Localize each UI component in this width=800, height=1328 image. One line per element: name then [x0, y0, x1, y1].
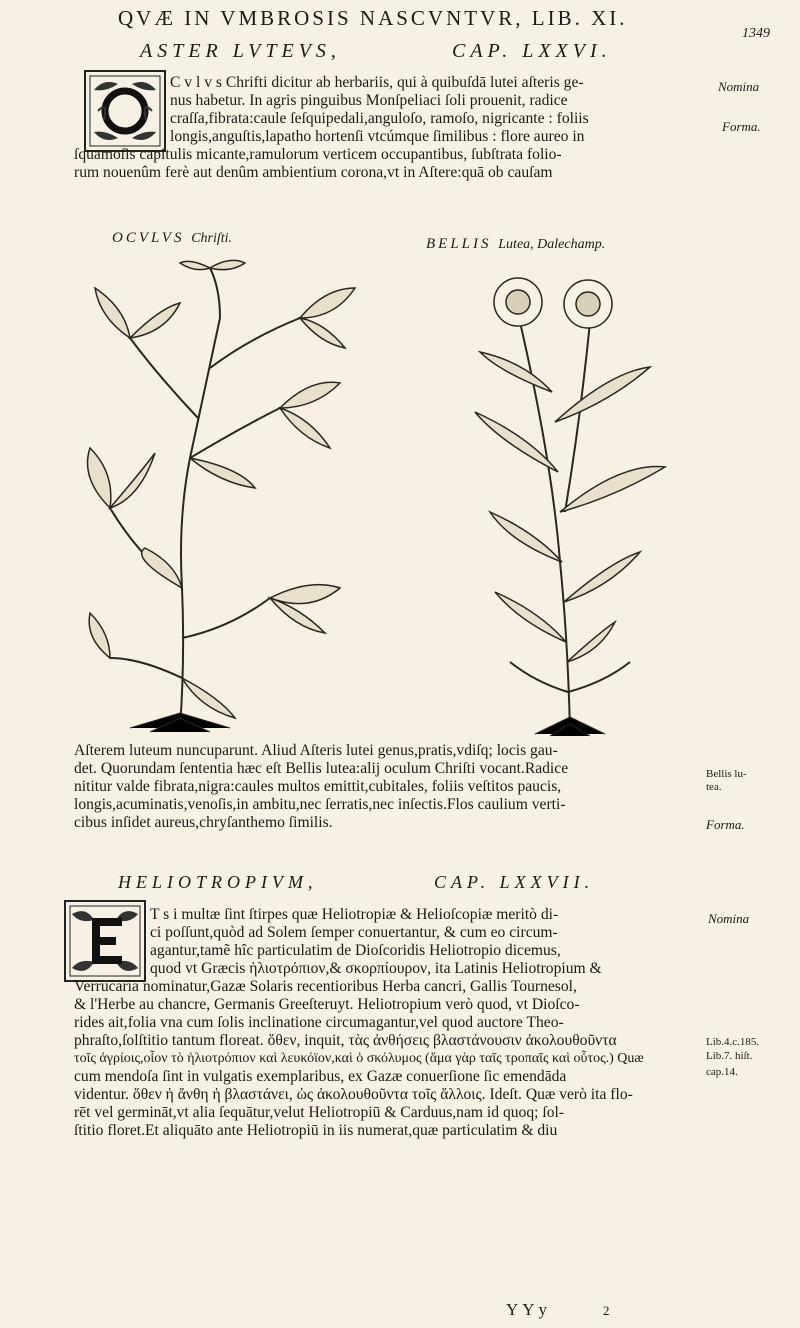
figure-caption-right — [426, 236, 605, 253]
margin-note-bellis: Bellis lu- tea. — [706, 768, 747, 793]
text-line: longis,anguſtis,lapatho hortenſi vtcúmque ſimilibus : flore aureo in — [170, 128, 585, 145]
text-line: Aſterem luteum nuncuparunt. Aliud Aſteris lutei genus,pratis,vdiſq; locis gau- — [74, 742, 558, 759]
margin-ref-1: Lib.4.c.185. — [706, 1036, 760, 1048]
text-line: ſquamoſis capitulis micante,ramulorum verticem occupantibus, ſubſtrata folio- — [74, 146, 562, 163]
margin-note-forma: Forma. — [722, 119, 761, 134]
ornamental-initial-o — [84, 70, 166, 152]
text-line: phraſto,ſolſtitio tantum floreat. ὅθεν, inquit, τὰς ἀνθήσεις βλαστάνουσιν ἀκολουθοῦντα — [74, 1032, 617, 1049]
text-line: cum mendoſa ſint in vulgatis exemplaribus, ex Gazæ conuerſione ſic emendāda — [74, 1068, 567, 1085]
text-line: craſſa,fibrata:caule ſeſquipedali,anguloſo, ramoſo, nigricante : foliis — [170, 110, 589, 127]
text-line: C v l v s Chrifti dicitur ab herbariis, qui à quibuſdā lutei aſteris ge- — [170, 74, 584, 91]
text-line: ſtitio floret.Et aliquāto ante Heliotropiū in iis numerat,quæ particulatim & diu — [74, 1122, 558, 1139]
bellis-lutea-woodcut — [440, 262, 700, 738]
text-line: & l'Herbe au chancre, Germanis Greeſteruyt. Heliotropium verò quod, vt Dioſco- — [74, 996, 580, 1013]
text-line: cibus inſidet aureus,chryſanthemo ſimilis. — [74, 814, 333, 831]
margin-note-nomina: Nomina — [718, 79, 760, 94]
text-line: nititur valde fibrata,nigra:caules multos emittit,cubitales, foliis veſtitos paucis, — [74, 778, 562, 795]
figure-caption-left — [112, 230, 232, 247]
text-line: nus habetur. In agris pinguibus Monſpeliaci ſoli prouenit, radice — [170, 92, 568, 109]
caption-subtitle: Lutea, Dalechamp. — [498, 237, 606, 252]
folio-number: 1349 — [742, 26, 770, 41]
running-head: QVÆ IN VMBROSIS NASCVNTVR, LIB. XI. — [118, 6, 628, 30]
section-heading: HELIOTROPIVM, — [118, 872, 318, 892]
signature-mark: 2 — [603, 1303, 610, 1318]
text-line: rēt vel germināt,vt alia ſequātur,velut Heliotropiū & Carduus,nam id quoq; ſol- — [74, 1104, 565, 1121]
caption-title: OCVLVS — [112, 230, 185, 246]
text-line: rides ait,folia vna cum ſolis inclinatione circumagantur,vel quod auctore Theo- — [74, 1014, 564, 1031]
text-line: Verrucaria nominatur,Gazæ Solaris recentioribus Herba cancri, Gallis Tournesol, — [74, 978, 577, 995]
chapter-number: CAP. LXXVI. — [452, 40, 612, 62]
text-line: quod vt Græcis ἡλιοτρόπιον,& σκορπίουρον, ita Latinis Heliotropium & — [150, 960, 602, 977]
text-line: ci poſſunt,quòd ad Solem ſemper conuertantur, & cum eo circum- — [150, 924, 558, 941]
chapter-title: ASTER LVTEVS, — [140, 40, 341, 62]
section1-text-cont — [74, 146, 562, 182]
text-line: τοῖς ἀγρίοις,οἷον τὸ ἡλιοτρόπιον καὶ λευκόϊον,καὶ ὁ σκόλυμος (ἅμα γὰρ ταῖς τροπαῖς καὶ οὗτος.) Quæ — [74, 1051, 644, 1066]
margin-ref-3: cap.14. — [706, 1066, 738, 1078]
section3-text-cont — [74, 978, 644, 1140]
text-line: videntur. ὅθεν ἡ ἄνθη ἡ βλαστάνει, ὡς ἀκολουθοῦντα τοῖς ἄλλοις. Ideſt. Quæ verò ita flo- — [74, 1086, 633, 1103]
caption-title: BELLIS — [426, 236, 492, 252]
text-line: T s i multæ ſint ſtirpes quæ Heliotropiæ & Helioſcopiæ meritò di- — [150, 906, 559, 923]
margin-note-forma-2: Forma. — [706, 817, 745, 832]
text-line: rum nouenûm ferè aut denûm ambientium corona,vt in Aſtere:quā ob cauſam — [74, 164, 553, 181]
section1-text — [170, 74, 589, 146]
caption-subtitle: Chriſti. — [191, 231, 233, 246]
text-line: agantur,tamẽ hîc particulatim de Dioſcoridis Heliotropio dicemus, — [150, 942, 561, 959]
ornamental-initial-e — [64, 900, 146, 982]
text-line: longis,acuminatis,venoſis,in ambitu,nec ſerratis,nec inſectis.Flos caulium verti- — [74, 796, 566, 813]
text-line: det. Quorundam ſententia hæc eſt Bellis lutea:alij oculum Chriſti vocant.Radice — [74, 760, 569, 777]
section3-text — [150, 906, 602, 978]
margin-ref-2: Lib.7. hiſt. — [706, 1050, 753, 1062]
section-chapter-number: CAP. LXXVII. — [434, 872, 595, 892]
margin-note-nomina-2: Nomina — [708, 911, 750, 926]
oculus-christi-woodcut — [70, 258, 360, 733]
section2-text — [74, 742, 568, 832]
catchword: YYy — [506, 1300, 552, 1319]
